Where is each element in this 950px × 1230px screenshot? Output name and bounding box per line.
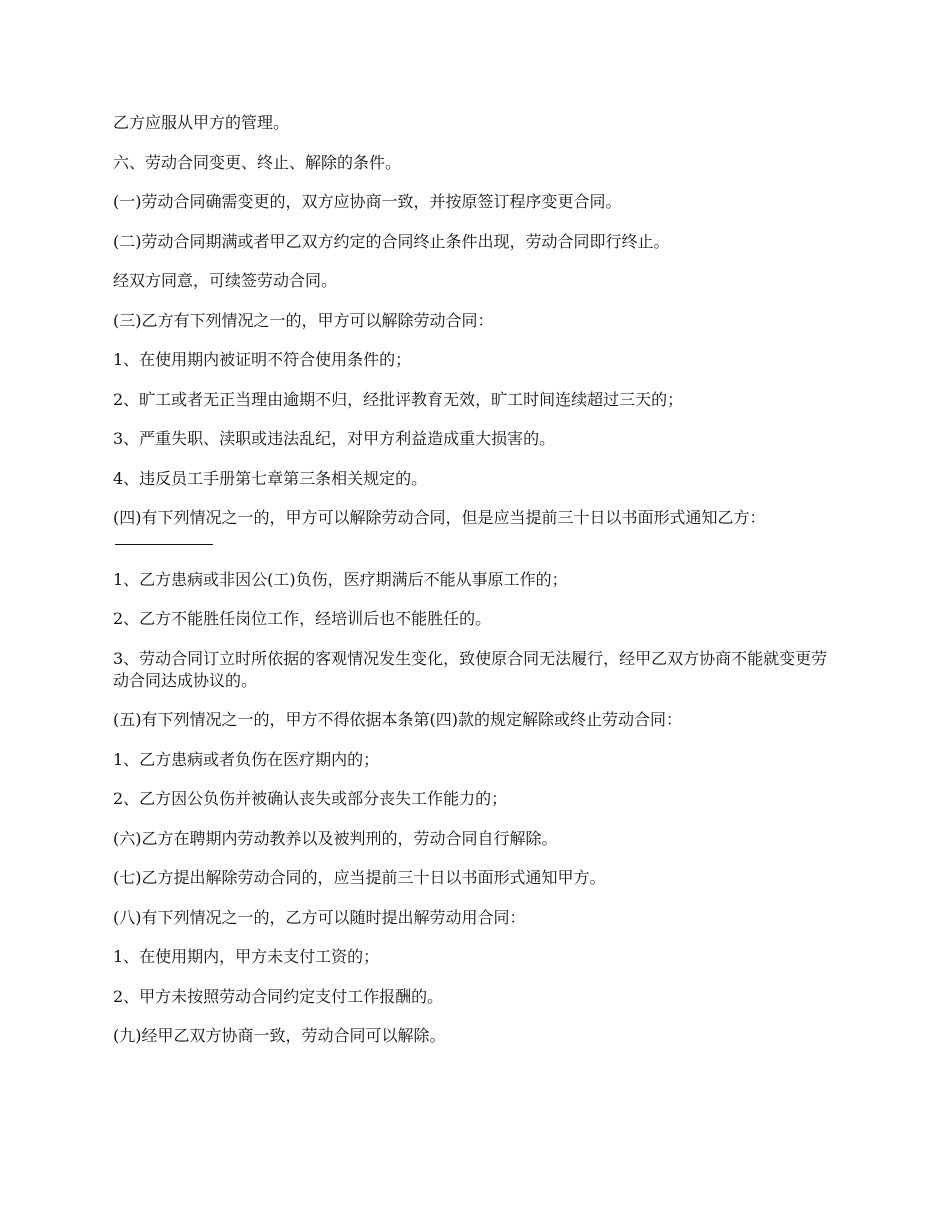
clause-4-item-3: 3、劳动合同订立时所依据的客观情况发生变化，致使原合同无法履行，经甲乙双方协商不能就变更劳动合同达成协议的。 <box>113 648 828 690</box>
clause-2-note: 经双方同意，可续签劳动合同。 <box>113 271 338 290</box>
clause-8-item-1: 1、在使用期内，甲方未支付工资的； <box>113 947 380 966</box>
document-body <box>113 112 837 1065</box>
clause-8-item-2: 2、甲方未按照劳动合同约定支付工作报酬的。 <box>113 986 444 1006</box>
clause-3-item-3: 3、严重失职、渎职或违法乱纪，对甲方利益造成重大损害的。 <box>113 429 556 448</box>
clause-3-item-1: 1、在使用期内被证明不符合使用条件的； <box>113 350 412 369</box>
clause-3-item-4: 4、违反员工手册第七章第三条相关规定的。 <box>113 468 428 488</box>
clause-7: (七)乙方提出解除劳动合同的，应当提前三十日以书面形式通知甲方。 <box>113 868 606 887</box>
fill-in-blank[interactable] <box>115 530 213 545</box>
clause-2: (二)劳动合同期满或者甲乙双方约定的合同终止条件出现，劳动合同即行终止。 <box>113 231 670 251</box>
paragraph-1: 乙方应服从甲方的管理。 <box>113 113 290 132</box>
clause-4 <box>113 507 837 551</box>
clause-9: (九)经甲乙双方协商一致，劳动合同可以解除。 <box>113 1026 446 1045</box>
clause-6: (六)乙方在聘期内劳动教养以及被判刑的，劳动合同自行解除。 <box>113 828 558 848</box>
clause-8: (八)有下列情况之一的，乙方可以随时提出解劳动用合同： <box>113 907 526 927</box>
clause-4-item-1: 1、乙方患病或非因公(工)负伤，医疗期满后不能从事原工作的； <box>113 569 568 589</box>
clause-3: (三)乙方有下列情况之一的，甲方可以解除劳动合同： <box>113 310 494 330</box>
clause-1: (一)劳动合同确需变更的，双方应协商一致，并按原签订程序变更合同。 <box>113 192 622 211</box>
section-heading-6: 六、劳动合同变更、终止、解除的条件。 <box>113 152 402 172</box>
clause-5-item-2: 2、乙方因公负伤并被确认丧失或部分丧失工作能力的； <box>113 789 508 808</box>
clause-5-item-1: 1、乙方患病或者负伤在医疗期内的； <box>113 749 380 769</box>
clause-4-text: (四)有下列情况之一的，甲方可以解除劳动合同，但是应当提前三十日以书面形式通知乙方： <box>113 508 766 527</box>
clause-4-item-2: 2、乙方不能胜任岗位工作，经培训后也不能胜任的。 <box>113 609 492 628</box>
clause-5: (五)有下列情况之一的，甲方不得依据本条第(四)款的规定解除或终止劳动合同： <box>113 710 682 729</box>
clause-3-item-2: 2、旷工或者无正当理由逾期不归，经批评教育无效，旷工时间连续超过三天的； <box>113 389 684 409</box>
